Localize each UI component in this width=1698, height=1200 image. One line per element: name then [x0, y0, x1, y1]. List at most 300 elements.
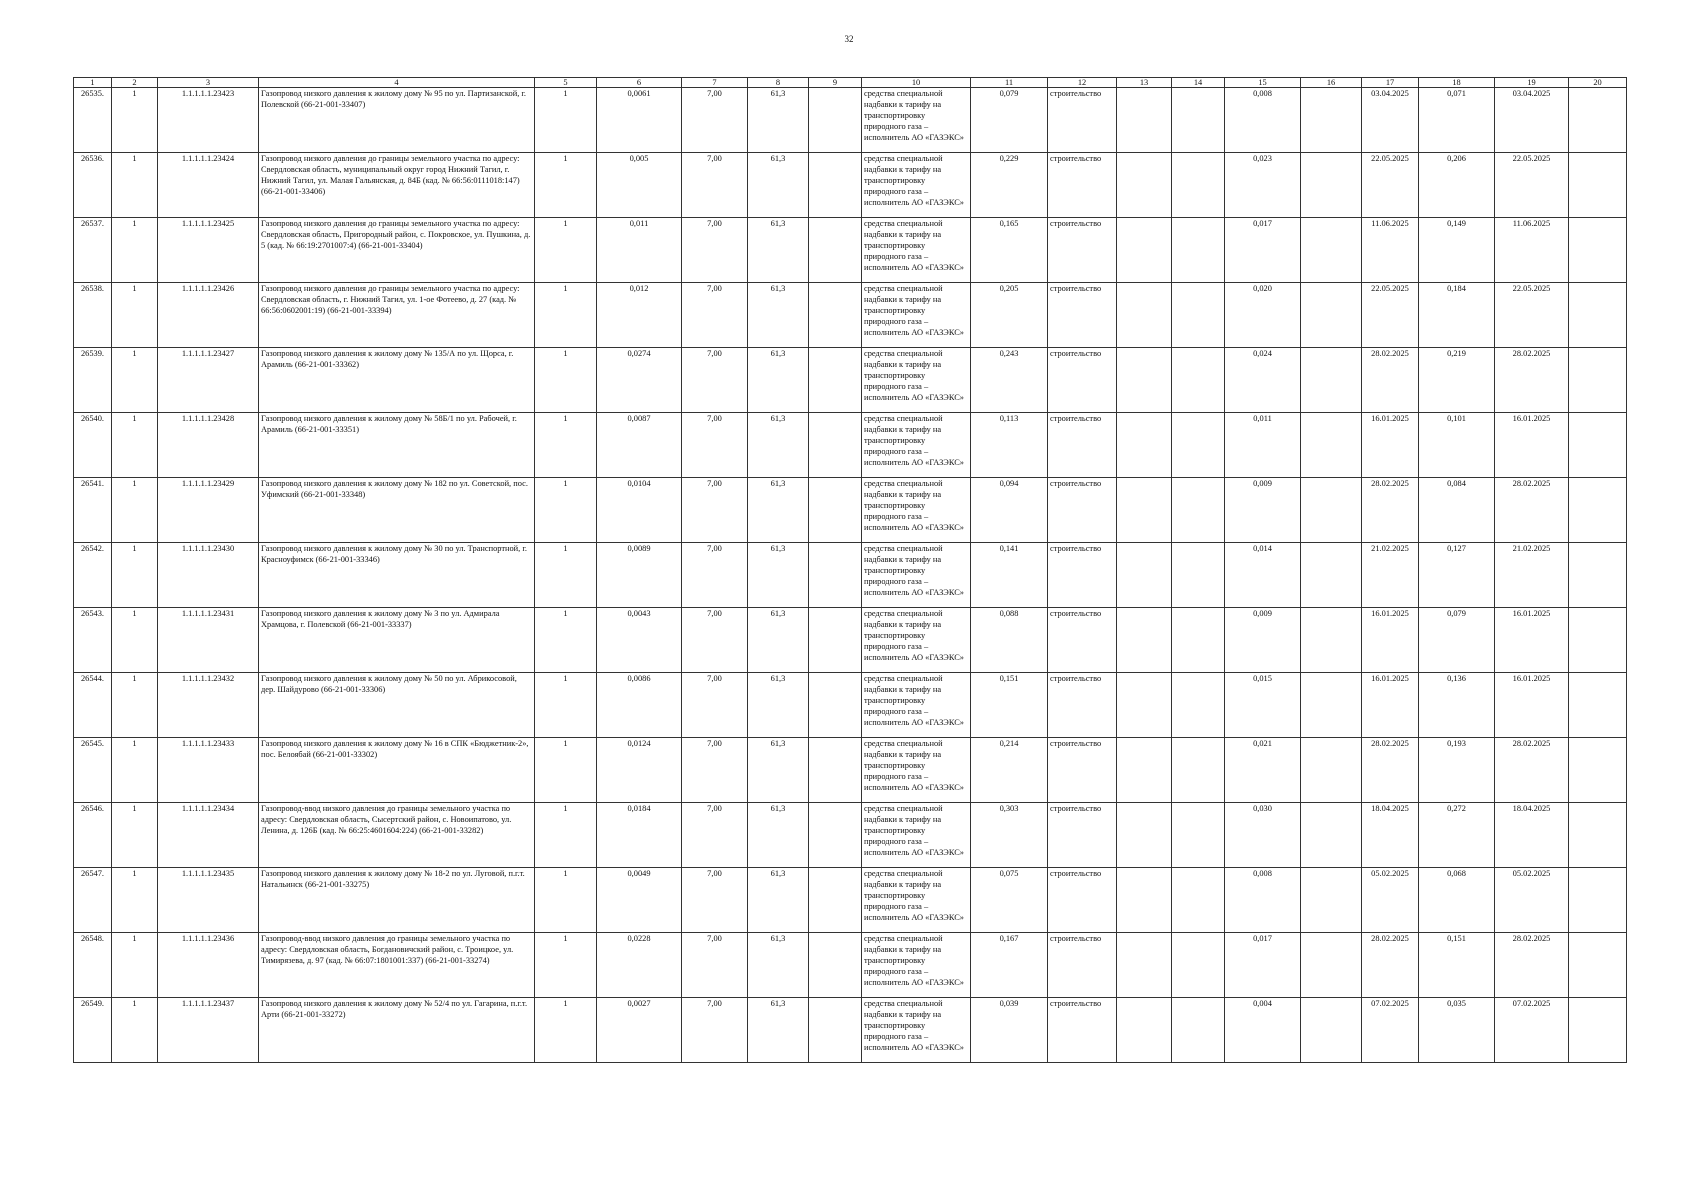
col7-cell: 7,00	[682, 88, 748, 153]
col13-cell	[1117, 933, 1172, 998]
row-number-cell: 26544.	[74, 673, 112, 738]
start-date-cell: 28.02.2025	[1362, 348, 1419, 413]
row-number-cell: 26549.	[74, 998, 112, 1063]
object-description-cell: Газопровод низкого давления до границы земельного участка по адресу: Свердловская область, Пригородный район, с. Покровское, ул. Пушкина, д. 5 (кад. № 66:19:2701007:4) (66-21-001-33404)	[259, 218, 535, 283]
col2-cell: 1	[112, 348, 158, 413]
start-date-cell: 16.01.2025	[1362, 673, 1419, 738]
col2-cell: 1	[112, 608, 158, 673]
length-cell: 0,0043	[597, 608, 682, 673]
col18-cell: 0,084	[1419, 478, 1495, 543]
start-date-cell: 11.06.2025	[1362, 218, 1419, 283]
table-row	[74, 348, 1627, 413]
col9-cell	[809, 413, 862, 478]
col13-cell	[1117, 218, 1172, 283]
table-row	[74, 673, 1627, 738]
col15-cell: 0,030	[1225, 803, 1301, 868]
start-date-cell: 22.05.2025	[1362, 153, 1419, 218]
length-cell: 0,0089	[597, 543, 682, 608]
table-row	[74, 478, 1627, 543]
financing-source-cell: средства специальной надбавки к тарифу на транспортировку природного газа – исполнитель АО «ГАЗЭКС»	[862, 413, 971, 478]
end-date-cell: 07.02.2025	[1495, 998, 1569, 1063]
cost-cell: 0,243	[971, 348, 1048, 413]
table-row	[74, 218, 1627, 283]
col2-cell: 1	[112, 673, 158, 738]
col5-cell: 1	[535, 738, 597, 803]
cost-cell: 0,229	[971, 153, 1048, 218]
col15-cell: 0,014	[1225, 543, 1301, 608]
financing-source-cell: средства специальной надбавки к тарифу на транспортировку природного газа – исполнитель АО «ГАЗЭКС»	[862, 478, 971, 543]
length-cell: 0,0124	[597, 738, 682, 803]
col16-cell	[1301, 88, 1362, 153]
col9-cell	[809, 933, 862, 998]
table-row	[74, 868, 1627, 933]
object-description-cell: Газопровод низкого давления до границы земельного участка по адресу: Свердловская область, г. Нижний Тагил, ул. 1-ое Фотеево, д. 27 (кад. № 66:56:0602001:19) (66-21-001-33394)	[259, 283, 535, 348]
col15-cell: 0,009	[1225, 608, 1301, 673]
work-type-cell: строительство	[1048, 88, 1117, 153]
cost-cell: 0,039	[971, 998, 1048, 1063]
code-cell: 1.1.1.1.1.23425	[158, 218, 259, 283]
col15-cell: 0,017	[1225, 933, 1301, 998]
length-cell: 0,0184	[597, 803, 682, 868]
col20-cell	[1569, 933, 1627, 998]
object-description-cell: Газопровод низкого давления к жилому дому № 18-2 по ул. Луговой, п.г.т. Натальинск (66-21-001-33275)	[259, 868, 535, 933]
col7-cell: 7,00	[682, 998, 748, 1063]
code-cell: 1.1.1.1.1.23435	[158, 868, 259, 933]
column-header-5: 5	[535, 78, 597, 88]
column-header-19: 19	[1495, 78, 1569, 88]
col20-cell	[1569, 868, 1627, 933]
table-row	[74, 803, 1627, 868]
col13-cell	[1117, 998, 1172, 1063]
col20-cell	[1569, 478, 1627, 543]
start-date-cell: 28.02.2025	[1362, 738, 1419, 803]
col16-cell	[1301, 478, 1362, 543]
col13-cell	[1117, 88, 1172, 153]
col15-cell: 0,008	[1225, 88, 1301, 153]
column-header-3: 3	[158, 78, 259, 88]
object-description-cell: Газопровод низкого давления к жилому дому № 3 по ул. Адмирала Храмцова, г. Полевской (66-21-001-33337)	[259, 608, 535, 673]
cost-cell: 0,165	[971, 218, 1048, 283]
end-date-cell: 16.01.2025	[1495, 413, 1569, 478]
col9-cell	[809, 868, 862, 933]
col20-cell	[1569, 153, 1627, 218]
col7-cell: 7,00	[682, 413, 748, 478]
length-cell: 0,011	[597, 218, 682, 283]
length-cell: 0,005	[597, 153, 682, 218]
length-cell: 0,0274	[597, 348, 682, 413]
row-number-cell: 26543.	[74, 608, 112, 673]
work-type-cell: строительство	[1048, 543, 1117, 608]
col20-cell	[1569, 348, 1627, 413]
row-number-cell: 26542.	[74, 543, 112, 608]
col15-cell: 0,009	[1225, 478, 1301, 543]
col20-cell	[1569, 803, 1627, 868]
work-type-cell: строительство	[1048, 998, 1117, 1063]
code-cell: 1.1.1.1.1.23424	[158, 153, 259, 218]
col14-cell	[1172, 478, 1225, 543]
col13-cell	[1117, 413, 1172, 478]
col18-cell: 0,206	[1419, 153, 1495, 218]
col5-cell: 1	[535, 88, 597, 153]
col20-cell	[1569, 218, 1627, 283]
col5-cell: 1	[535, 348, 597, 413]
col9-cell	[809, 218, 862, 283]
end-date-cell: 28.02.2025	[1495, 933, 1569, 998]
column-header-15: 15	[1225, 78, 1301, 88]
column-header-13: 13	[1117, 78, 1172, 88]
col7-cell: 7,00	[682, 478, 748, 543]
col2-cell: 1	[112, 218, 158, 283]
cost-cell: 0,075	[971, 868, 1048, 933]
code-cell: 1.1.1.1.1.23431	[158, 608, 259, 673]
column-header-6: 6	[597, 78, 682, 88]
col18-cell: 0,219	[1419, 348, 1495, 413]
col14-cell	[1172, 933, 1225, 998]
col8-cell: 61,3	[748, 543, 809, 608]
col7-cell: 7,00	[682, 348, 748, 413]
length-cell: 0,012	[597, 283, 682, 348]
col7-cell: 7,00	[682, 868, 748, 933]
col16-cell	[1301, 543, 1362, 608]
col20-cell	[1569, 283, 1627, 348]
col8-cell: 61,3	[748, 283, 809, 348]
start-date-cell: 22.05.2025	[1362, 283, 1419, 348]
end-date-cell: 18.04.2025	[1495, 803, 1569, 868]
col13-cell	[1117, 868, 1172, 933]
col8-cell: 61,3	[748, 608, 809, 673]
col5-cell: 1	[535, 153, 597, 218]
financing-source-cell: средства специальной надбавки к тарифу на транспортировку природного газа – исполнитель АО «ГАЗЭКС»	[862, 153, 971, 218]
cost-cell: 0,094	[971, 478, 1048, 543]
col5-cell: 1	[535, 413, 597, 478]
financing-source-cell: средства специальной надбавки к тарифу на транспортировку природного газа – исполнитель АО «ГАЗЭКС»	[862, 283, 971, 348]
col8-cell: 61,3	[748, 218, 809, 283]
col20-cell	[1569, 673, 1627, 738]
col8-cell: 61,3	[748, 88, 809, 153]
col18-cell: 0,068	[1419, 868, 1495, 933]
header-row	[74, 78, 1627, 88]
col2-cell: 1	[112, 543, 158, 608]
length-cell: 0,0086	[597, 673, 682, 738]
work-type-cell: строительство	[1048, 933, 1117, 998]
column-header-14: 14	[1172, 78, 1225, 88]
col18-cell: 0,079	[1419, 608, 1495, 673]
col16-cell	[1301, 153, 1362, 218]
end-date-cell: 03.04.2025	[1495, 88, 1569, 153]
code-cell: 1.1.1.1.1.23428	[158, 413, 259, 478]
col7-cell: 7,00	[682, 673, 748, 738]
work-type-cell: строительство	[1048, 478, 1117, 543]
financing-source-cell: средства специальной надбавки к тарифу на транспортировку природного газа – исполнитель АО «ГАЗЭКС»	[862, 543, 971, 608]
col18-cell: 0,272	[1419, 803, 1495, 868]
column-header-1: 1	[74, 78, 112, 88]
object-description-cell: Газопровод низкого давления к жилому дому № 30 по ул. Транспортной, г. Красноуфимск (66-21-001-33346)	[259, 543, 535, 608]
row-number-cell: 26548.	[74, 933, 112, 998]
col20-cell	[1569, 413, 1627, 478]
code-cell: 1.1.1.1.1.23423	[158, 88, 259, 153]
col18-cell: 0,035	[1419, 998, 1495, 1063]
col9-cell	[809, 478, 862, 543]
col2-cell: 1	[112, 868, 158, 933]
col8-cell: 61,3	[748, 868, 809, 933]
table-row	[74, 283, 1627, 348]
code-cell: 1.1.1.1.1.23436	[158, 933, 259, 998]
col14-cell	[1172, 218, 1225, 283]
code-cell: 1.1.1.1.1.23437	[158, 998, 259, 1063]
end-date-cell: 11.06.2025	[1495, 218, 1569, 283]
col2-cell: 1	[112, 153, 158, 218]
col13-cell	[1117, 673, 1172, 738]
col18-cell: 0,071	[1419, 88, 1495, 153]
start-date-cell: 28.02.2025	[1362, 478, 1419, 543]
length-cell: 0,0061	[597, 88, 682, 153]
col8-cell: 61,3	[748, 803, 809, 868]
col8-cell: 61,3	[748, 153, 809, 218]
col9-cell	[809, 803, 862, 868]
col20-cell	[1569, 543, 1627, 608]
end-date-cell: 22.05.2025	[1495, 153, 1569, 218]
col5-cell: 1	[535, 283, 597, 348]
row-number-cell: 26545.	[74, 738, 112, 803]
table-row	[74, 88, 1627, 153]
col8-cell: 61,3	[748, 478, 809, 543]
col8-cell: 61,3	[748, 738, 809, 803]
col16-cell	[1301, 933, 1362, 998]
col8-cell: 61,3	[748, 673, 809, 738]
col7-cell: 7,00	[682, 218, 748, 283]
col20-cell	[1569, 88, 1627, 153]
col16-cell	[1301, 673, 1362, 738]
col2-cell: 1	[112, 413, 158, 478]
col9-cell	[809, 738, 862, 803]
col14-cell	[1172, 543, 1225, 608]
column-header-8: 8	[748, 78, 809, 88]
col15-cell: 0,011	[1225, 413, 1301, 478]
cost-cell: 0,151	[971, 673, 1048, 738]
col14-cell	[1172, 803, 1225, 868]
col7-cell: 7,00	[682, 608, 748, 673]
col5-cell: 1	[535, 803, 597, 868]
table-row	[74, 543, 1627, 608]
cost-cell: 0,088	[971, 608, 1048, 673]
col18-cell: 0,127	[1419, 543, 1495, 608]
col15-cell: 0,023	[1225, 153, 1301, 218]
col20-cell	[1569, 608, 1627, 673]
start-date-cell: 21.02.2025	[1362, 543, 1419, 608]
column-header-16: 16	[1301, 78, 1362, 88]
project-table	[73, 77, 1627, 1063]
cost-cell: 0,113	[971, 413, 1048, 478]
col18-cell: 0,101	[1419, 413, 1495, 478]
col8-cell: 61,3	[748, 998, 809, 1063]
col9-cell	[809, 283, 862, 348]
row-number-cell: 26547.	[74, 868, 112, 933]
cost-cell: 0,214	[971, 738, 1048, 803]
code-cell: 1.1.1.1.1.23430	[158, 543, 259, 608]
col16-cell	[1301, 413, 1362, 478]
col18-cell: 0,149	[1419, 218, 1495, 283]
end-date-cell: 05.02.2025	[1495, 868, 1569, 933]
col14-cell	[1172, 673, 1225, 738]
col5-cell: 1	[535, 868, 597, 933]
work-type-cell: строительство	[1048, 803, 1117, 868]
work-type-cell: строительство	[1048, 283, 1117, 348]
cost-cell: 0,167	[971, 933, 1048, 998]
col7-cell: 7,00	[682, 283, 748, 348]
col7-cell: 7,00	[682, 738, 748, 803]
start-date-cell: 03.04.2025	[1362, 88, 1419, 153]
start-date-cell: 18.04.2025	[1362, 803, 1419, 868]
financing-source-cell: средства специальной надбавки к тарифу на транспортировку природного газа – исполнитель АО «ГАЗЭКС»	[862, 998, 971, 1063]
col15-cell: 0,015	[1225, 673, 1301, 738]
col14-cell	[1172, 88, 1225, 153]
col16-cell	[1301, 283, 1362, 348]
object-description-cell: Газопровод-ввод низкого давления до границы земельного участка по адресу: Свердловская область, Богдановичский район, с. Троицкое, ул. Тимирязева, д. 97 (кад. № 66:07:1801001:337) (66-21-001-33274)	[259, 933, 535, 998]
work-type-cell: строительство	[1048, 868, 1117, 933]
col15-cell: 0,024	[1225, 348, 1301, 413]
code-cell: 1.1.1.1.1.23434	[158, 803, 259, 868]
column-header-10: 10	[862, 78, 971, 88]
col16-cell	[1301, 608, 1362, 673]
code-cell: 1.1.1.1.1.23427	[158, 348, 259, 413]
cost-cell: 0,205	[971, 283, 1048, 348]
col16-cell	[1301, 803, 1362, 868]
cost-cell: 0,079	[971, 88, 1048, 153]
col20-cell	[1569, 998, 1627, 1063]
length-cell: 0,0049	[597, 868, 682, 933]
col9-cell	[809, 348, 862, 413]
object-description-cell: Газопровод низкого давления к жилому дому № 16 в СПК «Бюджетник-2», пос. Белоябай (66-21-001-33302)	[259, 738, 535, 803]
col2-cell: 1	[112, 933, 158, 998]
financing-source-cell: средства специальной надбавки к тарифу на транспортировку природного газа – исполнитель АО «ГАЗЭКС»	[862, 803, 971, 868]
end-date-cell: 28.02.2025	[1495, 348, 1569, 413]
object-description-cell: Газопровод низкого давления к жилому дому № 52/4 по ул. Гагарина, п.г.т. Арти (66-21-001-33272)	[259, 998, 535, 1063]
table-row	[74, 738, 1627, 803]
col7-cell: 7,00	[682, 543, 748, 608]
col5-cell: 1	[535, 543, 597, 608]
col5-cell: 1	[535, 998, 597, 1063]
col16-cell	[1301, 868, 1362, 933]
col13-cell	[1117, 543, 1172, 608]
col9-cell	[809, 673, 862, 738]
col15-cell: 0,004	[1225, 998, 1301, 1063]
row-number-cell: 26537.	[74, 218, 112, 283]
col18-cell: 0,193	[1419, 738, 1495, 803]
column-header-12: 12	[1048, 78, 1117, 88]
col5-cell: 1	[535, 673, 597, 738]
object-description-cell: Газопровод низкого давления к жилому дому № 135/А по ул. Щорса, г. Арамиль (66-21-001-33362)	[259, 348, 535, 413]
row-number-cell: 26535.	[74, 88, 112, 153]
row-number-cell: 26539.	[74, 348, 112, 413]
col5-cell: 1	[535, 608, 597, 673]
row-number-cell: 26536.	[74, 153, 112, 218]
col13-cell	[1117, 608, 1172, 673]
work-type-cell: строительство	[1048, 673, 1117, 738]
col5-cell: 1	[535, 478, 597, 543]
col13-cell	[1117, 803, 1172, 868]
col15-cell: 0,008	[1225, 868, 1301, 933]
length-cell: 0,0104	[597, 478, 682, 543]
table-row	[74, 933, 1627, 998]
col15-cell: 0,020	[1225, 283, 1301, 348]
col16-cell	[1301, 738, 1362, 803]
col13-cell	[1117, 478, 1172, 543]
col15-cell: 0,017	[1225, 218, 1301, 283]
col2-cell: 1	[112, 738, 158, 803]
col13-cell	[1117, 348, 1172, 413]
table-row	[74, 998, 1627, 1063]
col18-cell: 0,151	[1419, 933, 1495, 998]
code-cell: 1.1.1.1.1.23426	[158, 283, 259, 348]
col5-cell: 1	[535, 218, 597, 283]
col2-cell: 1	[112, 803, 158, 868]
col13-cell	[1117, 283, 1172, 348]
financing-source-cell: средства специальной надбавки к тарифу на транспортировку природного газа – исполнитель АО «ГАЗЭКС»	[862, 218, 971, 283]
length-cell: 0,0087	[597, 413, 682, 478]
work-type-cell: строительство	[1048, 738, 1117, 803]
table-row	[74, 413, 1627, 478]
col14-cell	[1172, 738, 1225, 803]
end-date-cell: 28.02.2025	[1495, 738, 1569, 803]
start-date-cell: 28.02.2025	[1362, 933, 1419, 998]
col13-cell	[1117, 738, 1172, 803]
col14-cell	[1172, 413, 1225, 478]
col9-cell	[809, 543, 862, 608]
end-date-cell: 28.02.2025	[1495, 478, 1569, 543]
col7-cell: 7,00	[682, 933, 748, 998]
cost-cell: 0,141	[971, 543, 1048, 608]
col15-cell: 0,021	[1225, 738, 1301, 803]
end-date-cell: 16.01.2025	[1495, 608, 1569, 673]
col13-cell	[1117, 153, 1172, 218]
page-number: 32	[844, 34, 854, 44]
column-header-17: 17	[1362, 78, 1419, 88]
column-header-20: 20	[1569, 78, 1627, 88]
code-cell: 1.1.1.1.1.23429	[158, 478, 259, 543]
col14-cell	[1172, 868, 1225, 933]
row-number-cell: 26541.	[74, 478, 112, 543]
col2-cell: 1	[112, 88, 158, 153]
col18-cell: 0,184	[1419, 283, 1495, 348]
col9-cell	[809, 608, 862, 673]
table-row	[74, 153, 1627, 218]
column-header-2: 2	[112, 78, 158, 88]
column-header-11: 11	[971, 78, 1048, 88]
col14-cell	[1172, 283, 1225, 348]
work-type-cell: строительство	[1048, 608, 1117, 673]
work-type-cell: строительство	[1048, 218, 1117, 283]
object-description-cell: Газопровод-ввод низкого давления до границы земельного участка по адресу: Свердловская область, Сысертский район, с. Новоипатово, ул. Ленина, д. 126Б (кад. № 66:25:4601604:224) (66-21-001-33282)	[259, 803, 535, 868]
length-cell: 0,0027	[597, 998, 682, 1063]
start-date-cell: 16.01.2025	[1362, 608, 1419, 673]
financing-source-cell: средства специальной надбавки к тарифу на транспортировку природного газа – исполнитель АО «ГАЗЭКС»	[862, 348, 971, 413]
col14-cell	[1172, 348, 1225, 413]
col2-cell: 1	[112, 283, 158, 348]
financing-source-cell: средства специальной надбавки к тарифу на транспортировку природного газа – исполнитель АО «ГАЗЭКС»	[862, 673, 971, 738]
financing-source-cell: средства специальной надбавки к тарифу на транспортировку природного газа – исполнитель АО «ГАЗЭКС»	[862, 738, 971, 803]
col16-cell	[1301, 218, 1362, 283]
row-number-cell: 26538.	[74, 283, 112, 348]
end-date-cell: 21.02.2025	[1495, 543, 1569, 608]
object-description-cell: Газопровод низкого давления к жилому дому № 95 по ул. Партизанской, г. Полевской (66-21-001-33407)	[259, 88, 535, 153]
column-header-7: 7	[682, 78, 748, 88]
column-header-9: 9	[809, 78, 862, 88]
col8-cell: 61,3	[748, 348, 809, 413]
start-date-cell: 07.02.2025	[1362, 998, 1419, 1063]
financing-source-cell: средства специальной надбавки к тарифу на транспортировку природного газа – исполнитель АО «ГАЗЭКС»	[862, 933, 971, 998]
end-date-cell: 16.01.2025	[1495, 673, 1569, 738]
object-description-cell: Газопровод низкого давления к жилому дому № 58Б/1 по ул. Рабочей, г. Арамиль (66-21-001-33351)	[259, 413, 535, 478]
